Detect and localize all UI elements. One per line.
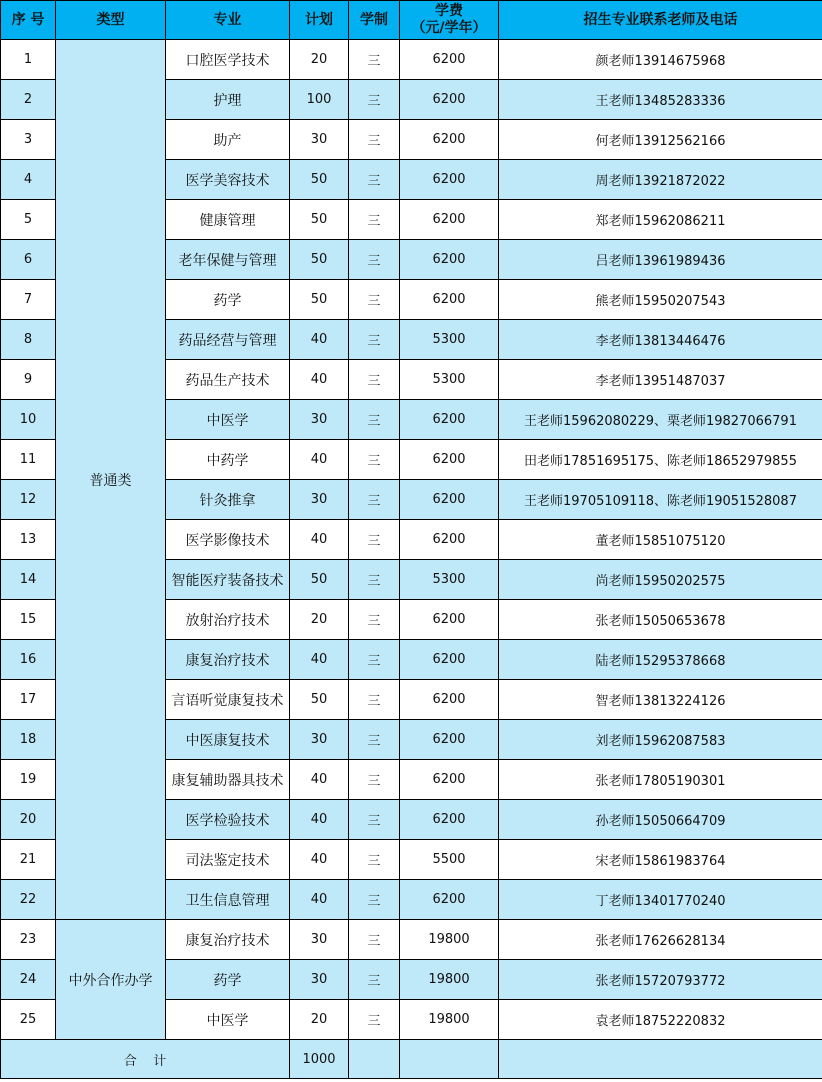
major-cell: 口腔医学技术 <box>166 40 290 80</box>
row-number: 21 <box>1 840 56 880</box>
fee-cell: 6200 <box>400 400 499 440</box>
row-number: 22 <box>1 880 56 920</box>
contact-cell: 孙老师15050664709 <box>499 800 822 840</box>
header-fee-line1: 学费 <box>435 3 463 19</box>
years-cell: 三 <box>349 520 400 560</box>
contact-cell: 郑老师15962086211 <box>499 200 822 240</box>
contact-cell: 李老师13813446476 <box>499 320 822 360</box>
major-cell: 中医学 <box>166 400 290 440</box>
plan-cell: 30 <box>290 920 349 960</box>
row-number: 1 <box>1 40 56 80</box>
fee-cell: 5300 <box>400 360 499 400</box>
major-cell: 健康管理 <box>166 200 290 240</box>
plan-cell: 40 <box>290 320 349 360</box>
fee-cell: 6200 <box>400 800 499 840</box>
contact-cell: 李老师13951487037 <box>499 360 822 400</box>
years-cell: 三 <box>349 600 400 640</box>
years-cell: 三 <box>349 840 400 880</box>
years-cell: 三 <box>349 560 400 600</box>
contact-cell: 董老师15851075120 <box>499 520 822 560</box>
contact-cell: 刘老师15962087583 <box>499 720 822 760</box>
contact-cell: 颜老师13914675968 <box>499 40 822 80</box>
plan-cell: 30 <box>290 720 349 760</box>
total-label: 合 计 <box>1 1040 290 1079</box>
fee-cell: 19800 <box>400 1000 499 1040</box>
contact-cell: 王老师15962080229、栗老师19827066791 <box>499 400 822 440</box>
total-fee <box>400 1040 499 1079</box>
row-number: 10 <box>1 400 56 440</box>
row-number: 19 <box>1 760 56 800</box>
years-cell: 三 <box>349 880 400 920</box>
years-cell: 三 <box>349 760 400 800</box>
years-cell: 三 <box>349 920 400 960</box>
plan-cell: 40 <box>290 360 349 400</box>
years-cell: 三 <box>349 160 400 200</box>
plan-cell: 40 <box>290 640 349 680</box>
major-cell: 中药学 <box>166 440 290 480</box>
row-number: 6 <box>1 240 56 280</box>
header-contact: 招生专业联系老师及电话 <box>499 1 822 40</box>
major-cell: 针灸推拿 <box>166 480 290 520</box>
row-number: 11 <box>1 440 56 480</box>
row-number: 17 <box>1 680 56 720</box>
row-number: 23 <box>1 920 56 960</box>
major-cell: 放射治疗技术 <box>166 600 290 640</box>
plan-cell: 40 <box>290 840 349 880</box>
row-number: 24 <box>1 960 56 1000</box>
major-cell: 康复辅助器具技术 <box>166 760 290 800</box>
fee-cell: 6200 <box>400 120 499 160</box>
table-body <box>1 40 822 1079</box>
fee-cell: 5300 <box>400 560 499 600</box>
major-cell: 药品生产技术 <box>166 360 290 400</box>
header-no: 序 号 <box>1 1 56 40</box>
table-row <box>1 920 822 960</box>
contact-cell: 张老师17805190301 <box>499 760 822 800</box>
header-row <box>1 1 822 40</box>
row-number: 13 <box>1 520 56 560</box>
years-cell: 三 <box>349 1000 400 1040</box>
total-plan: 1000 <box>290 1040 349 1079</box>
plan-cell: 20 <box>290 600 349 640</box>
row-number: 7 <box>1 280 56 320</box>
fee-cell: 5300 <box>400 320 499 360</box>
fee-cell: 6200 <box>400 480 499 520</box>
major-cell: 中医学 <box>166 1000 290 1040</box>
years-cell: 三 <box>349 800 400 840</box>
row-number: 18 <box>1 720 56 760</box>
header-major: 专业 <box>166 1 290 40</box>
fee-cell: 6200 <box>400 760 499 800</box>
major-cell: 智能医疗装备技术 <box>166 560 290 600</box>
plan-cell: 50 <box>290 680 349 720</box>
years-cell: 三 <box>349 240 400 280</box>
years-cell: 三 <box>349 960 400 1000</box>
major-cell: 医学检验技术 <box>166 800 290 840</box>
contact-cell: 宋老师15861983764 <box>499 840 822 880</box>
major-cell: 康复治疗技术 <box>166 920 290 960</box>
years-cell: 三 <box>349 120 400 160</box>
plan-cell: 50 <box>290 240 349 280</box>
years-cell: 三 <box>349 360 400 400</box>
contact-cell: 张老师15720793772 <box>499 960 822 1000</box>
major-cell: 老年保健与管理 <box>166 240 290 280</box>
row-number: 4 <box>1 160 56 200</box>
total-row <box>1 1040 822 1079</box>
total-years <box>349 1040 400 1079</box>
major-cell: 药学 <box>166 960 290 1000</box>
contact-cell: 张老师17626628134 <box>499 920 822 960</box>
plan-cell: 40 <box>290 880 349 920</box>
header-fee <box>400 1 499 40</box>
fee-cell: 6200 <box>400 880 499 920</box>
fee-cell: 6200 <box>400 640 499 680</box>
fee-cell: 5500 <box>400 840 499 880</box>
major-cell: 言语听觉康复技术 <box>166 680 290 720</box>
fee-cell: 19800 <box>400 960 499 1000</box>
contact-cell: 陆老师15295378668 <box>499 640 822 680</box>
row-number: 2 <box>1 80 56 120</box>
fee-cell: 19800 <box>400 920 499 960</box>
contact-cell: 尚老师15950202575 <box>499 560 822 600</box>
plan-cell: 20 <box>290 1000 349 1040</box>
fee-cell: 6200 <box>400 520 499 560</box>
fee-cell: 6200 <box>400 280 499 320</box>
years-cell: 三 <box>349 200 400 240</box>
row-number: 8 <box>1 320 56 360</box>
years-cell: 三 <box>349 400 400 440</box>
fee-cell: 6200 <box>400 200 499 240</box>
major-cell: 药品经营与管理 <box>166 320 290 360</box>
contact-cell: 王老师19705109118、陈老师19051528087 <box>499 480 822 520</box>
contact-cell: 王老师13485283336 <box>499 80 822 120</box>
fee-cell: 6200 <box>400 720 499 760</box>
years-cell: 三 <box>349 480 400 520</box>
header-plan: 计划 <box>290 1 349 40</box>
fee-cell: 6200 <box>400 680 499 720</box>
fee-cell: 6200 <box>400 160 499 200</box>
major-cell: 医学美容技术 <box>166 160 290 200</box>
plan-cell: 50 <box>290 200 349 240</box>
row-number: 3 <box>1 120 56 160</box>
years-cell: 三 <box>349 720 400 760</box>
plan-cell: 30 <box>290 120 349 160</box>
contact-cell: 袁老师18752220832 <box>499 1000 822 1040</box>
plan-cell: 50 <box>290 160 349 200</box>
fee-cell: 6200 <box>400 40 499 80</box>
plan-cell: 100 <box>290 80 349 120</box>
years-cell: 三 <box>349 80 400 120</box>
fee-cell: 6200 <box>400 240 499 280</box>
contact-cell: 田老师17851695175、陈老师18652979855 <box>499 440 822 480</box>
row-number: 20 <box>1 800 56 840</box>
type-group-cell: 普通类 <box>56 40 166 920</box>
contact-cell: 丁老师13401770240 <box>499 880 822 920</box>
plan-cell: 40 <box>290 760 349 800</box>
major-cell: 医学影像技术 <box>166 520 290 560</box>
row-number: 14 <box>1 560 56 600</box>
contact-cell: 吕老师13961989436 <box>499 240 822 280</box>
contact-cell: 熊老师15950207543 <box>499 280 822 320</box>
major-cell: 药学 <box>166 280 290 320</box>
contact-cell: 智老师13813224126 <box>499 680 822 720</box>
years-cell: 三 <box>349 40 400 80</box>
years-cell: 三 <box>349 640 400 680</box>
row-number: 5 <box>1 200 56 240</box>
total-contact <box>499 1040 822 1079</box>
row-number: 9 <box>1 360 56 400</box>
major-cell: 中医康复技术 <box>166 720 290 760</box>
header-fee-line2: （元/学年） <box>411 20 487 36</box>
plan-cell: 40 <box>290 440 349 480</box>
plan-cell: 50 <box>290 560 349 600</box>
fee-cell: 6200 <box>400 600 499 640</box>
table-row <box>1 40 822 80</box>
major-cell: 护理 <box>166 80 290 120</box>
years-cell: 三 <box>349 280 400 320</box>
contact-cell: 何老师13912562166 <box>499 120 822 160</box>
contact-cell: 张老师15050653678 <box>499 600 822 640</box>
years-cell: 三 <box>349 440 400 480</box>
plan-cell: 40 <box>290 800 349 840</box>
major-cell: 司法鉴定技术 <box>166 840 290 880</box>
plan-cell: 50 <box>290 280 349 320</box>
type-group-cell: 中外合作办学 <box>56 920 166 1040</box>
fee-cell: 6200 <box>400 440 499 480</box>
major-cell: 卫生信息管理 <box>166 880 290 920</box>
plan-cell: 20 <box>290 40 349 80</box>
plan-cell: 30 <box>290 960 349 1000</box>
header-years: 学制 <box>349 1 400 40</box>
plan-cell: 30 <box>290 480 349 520</box>
row-number: 16 <box>1 640 56 680</box>
row-number: 12 <box>1 480 56 520</box>
contact-cell: 周老师13921872022 <box>499 160 822 200</box>
header-type: 类型 <box>56 1 166 40</box>
major-cell: 康复治疗技术 <box>166 640 290 680</box>
years-cell: 三 <box>349 320 400 360</box>
major-cell: 助产 <box>166 120 290 160</box>
row-number: 15 <box>1 600 56 640</box>
fee-cell: 6200 <box>400 80 499 120</box>
plan-cell: 40 <box>290 520 349 560</box>
plan-cell: 30 <box>290 400 349 440</box>
row-number: 25 <box>1 1000 56 1040</box>
years-cell: 三 <box>349 680 400 720</box>
